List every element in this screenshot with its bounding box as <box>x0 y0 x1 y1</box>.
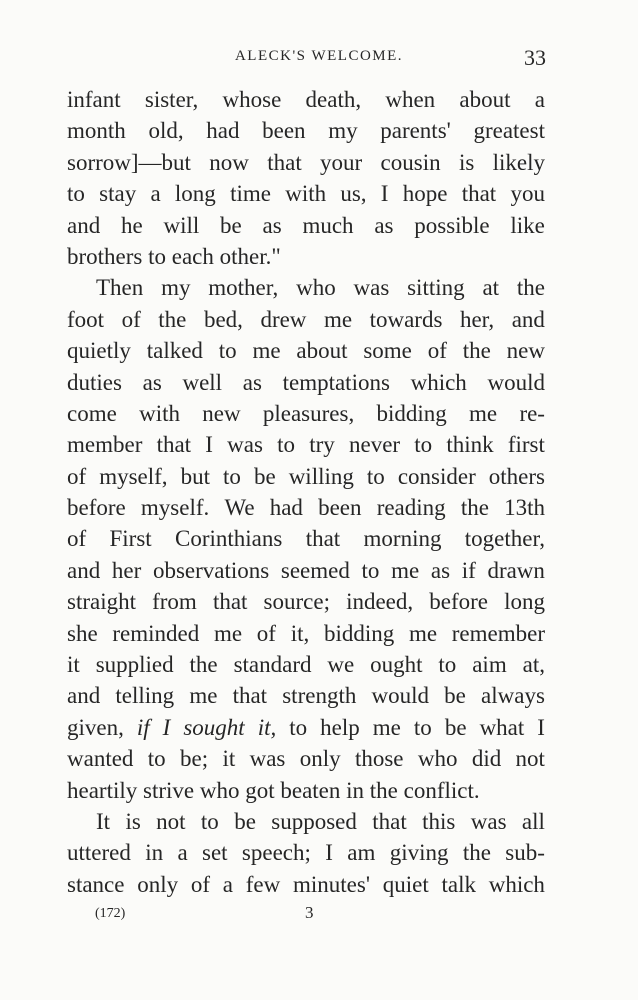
word: it, <box>290 620 310 646</box>
word: I <box>205 432 213 458</box>
word: if <box>461 557 476 583</box>
word: strive <box>143 777 200 803</box>
word: mother, <box>208 275 279 301</box>
word: foot <box>67 306 105 332</box>
word: temptations <box>282 369 390 395</box>
word: as <box>242 369 262 395</box>
word: uttered <box>67 840 131 866</box>
word: willing <box>288 463 354 489</box>
word: speech; <box>241 840 311 866</box>
word: is <box>458 149 475 175</box>
word: me <box>213 620 243 646</box>
word: I <box>537 714 545 740</box>
word: duties <box>67 369 122 395</box>
text-line <box>67 618 545 649</box>
running-title: ALECK'S WELCOME. <box>234 48 404 64</box>
word: aim <box>472 652 507 678</box>
word: help <box>320 714 360 740</box>
word: he <box>120 212 143 238</box>
word: death, <box>305 87 362 112</box>
word: quietly <box>67 338 131 364</box>
word: to <box>277 432 296 458</box>
word: remember <box>451 620 545 646</box>
word: 13th <box>504 495 545 521</box>
word: and <box>67 212 101 238</box>
word: as <box>430 557 451 583</box>
word: drawn <box>487 557 545 583</box>
word: reading <box>376 495 446 521</box>
word: my <box>161 275 191 301</box>
word: greatest <box>473 118 545 144</box>
word: before <box>429 589 488 615</box>
word: to <box>414 432 433 458</box>
word: me <box>372 714 401 740</box>
word: to <box>361 557 380 583</box>
word: to <box>289 714 308 740</box>
word: supposed <box>271 808 357 834</box>
word: a <box>177 840 188 866</box>
word: others <box>488 463 545 489</box>
word: my <box>328 118 358 144</box>
word: your <box>320 149 363 175</box>
word: would <box>487 369 545 395</box>
text-line <box>67 837 545 868</box>
word: myself. <box>140 495 210 521</box>
word: cousin <box>380 149 441 175</box>
word: of <box>67 463 87 489</box>
word: who <box>296 275 336 301</box>
word: would <box>371 683 429 709</box>
word: hope <box>402 181 448 207</box>
text-line <box>67 775 545 806</box>
text-line <box>67 743 545 774</box>
word: of <box>256 620 276 646</box>
text-line <box>67 492 545 523</box>
word: giving <box>389 840 449 866</box>
word: is <box>125 808 141 834</box>
word: to <box>413 714 432 740</box>
word: but <box>180 463 210 489</box>
word: bidding <box>323 620 395 646</box>
word: not <box>515 746 545 772</box>
word: talk <box>441 871 476 897</box>
word: of <box>67 526 87 552</box>
word: think <box>446 432 494 458</box>
word: sorrow]—but <box>67 149 191 175</box>
word: was <box>249 746 286 772</box>
word: straight <box>67 589 136 615</box>
word: got <box>245 777 281 803</box>
word: was <box>227 432 263 458</box>
word: in <box>346 777 370 803</box>
word: indeed, <box>346 589 414 615</box>
text-line <box>67 367 545 398</box>
word: about <box>459 87 511 112</box>
word: been <box>262 118 306 144</box>
text-line <box>67 461 545 492</box>
word: me <box>323 306 353 332</box>
word: few <box>245 871 281 897</box>
word: that <box>212 589 248 615</box>
word: be <box>220 212 242 238</box>
word: that <box>461 181 497 207</box>
word: to <box>200 808 219 834</box>
word: drew <box>260 306 307 332</box>
text-line <box>67 429 545 460</box>
word: that <box>372 808 407 834</box>
word: long <box>174 181 216 207</box>
word: seemed <box>280 557 350 583</box>
word: to <box>67 181 85 207</box>
word: in <box>145 840 164 866</box>
word: brothers <box>67 243 149 269</box>
word: at, <box>522 652 545 678</box>
word: it <box>67 652 80 678</box>
word: now <box>209 149 249 175</box>
word: month <box>67 118 126 144</box>
word: sub- <box>505 840 545 866</box>
word: before <box>67 495 126 521</box>
word: I <box>162 714 171 740</box>
word: who <box>417 746 458 772</box>
word: reminded <box>112 620 200 646</box>
text-line <box>67 178 545 209</box>
text-line <box>67 241 545 272</box>
word: about <box>296 338 348 364</box>
word: to <box>223 463 241 489</box>
word: likely <box>492 149 545 175</box>
signature-mark: 3 <box>305 903 314 922</box>
word: a <box>222 871 233 897</box>
word: from <box>152 589 197 615</box>
body-text <box>67 84 545 900</box>
word: us, <box>340 181 367 207</box>
word: to <box>147 746 166 772</box>
word: re- <box>519 400 545 426</box>
word: Then <box>96 275 144 301</box>
word: the <box>462 840 491 866</box>
word: all <box>521 808 545 834</box>
text-line <box>67 649 545 680</box>
word: and <box>67 683 101 709</box>
word: pleasures, <box>262 400 355 426</box>
word: set <box>202 840 228 866</box>
word: only <box>137 871 179 897</box>
word: long <box>504 589 545 615</box>
word: at <box>482 275 500 301</box>
word: to <box>438 652 457 678</box>
word: each <box>171 243 220 269</box>
word: stay <box>99 181 137 207</box>
word: you <box>510 181 545 207</box>
word: her, <box>459 306 495 332</box>
word: We <box>224 495 255 521</box>
word: the <box>189 652 218 678</box>
word: the <box>158 306 187 332</box>
word: be <box>234 808 256 834</box>
word: to <box>148 243 172 269</box>
text-line <box>67 147 545 178</box>
word: of <box>427 338 447 364</box>
word: ought <box>370 652 423 678</box>
text-line <box>67 272 545 303</box>
word: I <box>325 840 333 866</box>
word: together, <box>464 526 545 552</box>
word: only <box>299 746 341 772</box>
word: always <box>481 683 545 709</box>
word: telling <box>115 683 175 709</box>
word: consider <box>397 463 476 489</box>
text-line <box>67 335 545 366</box>
word: conflict. <box>403 777 480 803</box>
printer-mark: (172) <box>95 906 126 921</box>
text-line <box>67 84 545 115</box>
word: me <box>252 338 281 364</box>
word: as <box>142 369 162 395</box>
word: to <box>366 463 385 489</box>
word: supplied <box>95 652 174 678</box>
word: minutes' <box>292 871 370 897</box>
word: had <box>206 118 240 144</box>
word: if <box>136 714 150 740</box>
word: well <box>182 369 223 395</box>
word: heartily <box>67 777 143 803</box>
word: been <box>318 495 362 521</box>
text-line <box>67 869 545 900</box>
word: try <box>309 432 335 458</box>
word: whose <box>222 87 282 112</box>
word: when <box>385 87 436 112</box>
word: we <box>327 652 355 678</box>
word: First <box>109 526 152 552</box>
word: new <box>202 400 241 426</box>
word: that <box>267 149 302 175</box>
page-number: 33 <box>524 45 546 70</box>
word: wanted <box>67 746 134 772</box>
word: sitting <box>407 275 465 301</box>
word: her <box>111 557 142 583</box>
word: first <box>507 432 545 458</box>
word: which <box>410 369 467 395</box>
word: some <box>363 338 412 364</box>
word: given, <box>67 714 124 740</box>
word: she <box>67 620 98 646</box>
word: with <box>285 181 327 207</box>
word: like <box>510 212 545 238</box>
word: possible <box>414 212 490 238</box>
word: talked <box>146 338 203 364</box>
word: this <box>422 808 456 834</box>
word: time <box>230 181 271 207</box>
word: be; <box>180 746 209 772</box>
word: am <box>347 840 376 866</box>
word: the <box>460 495 489 521</box>
word: bed, <box>203 306 243 332</box>
text-line <box>67 806 545 837</box>
text-line <box>67 115 545 146</box>
word: morning <box>363 526 442 552</box>
word: it <box>222 746 236 772</box>
word: to <box>218 338 237 364</box>
word: quiet <box>382 871 429 897</box>
word: a <box>534 87 545 112</box>
text-line <box>67 210 545 241</box>
word: me <box>189 683 218 709</box>
word: never <box>348 432 401 458</box>
word: Corinthians <box>175 526 283 552</box>
word: that <box>156 432 192 458</box>
word: me <box>408 620 438 646</box>
word: much <box>302 212 354 238</box>
word: that <box>305 526 341 552</box>
word: observations <box>152 557 270 583</box>
word: new <box>506 338 545 364</box>
word: infant <box>67 87 121 112</box>
word: what <box>479 714 525 740</box>
text-line <box>67 586 545 617</box>
word: sister, <box>144 87 199 112</box>
word: parents' <box>380 118 451 144</box>
word: beaten <box>280 777 347 803</box>
word: will <box>163 212 200 238</box>
word: old, <box>148 118 184 144</box>
word: strength <box>282 683 357 709</box>
word: it, <box>257 714 277 740</box>
word: of <box>190 871 211 897</box>
word: not <box>156 808 186 834</box>
word: the <box>516 275 545 301</box>
text-line <box>67 523 545 554</box>
word: be <box>253 463 276 489</box>
word: as <box>374 212 394 238</box>
word: the <box>462 338 491 364</box>
text-line <box>67 712 545 743</box>
word: a <box>150 181 161 207</box>
word: It <box>96 808 111 834</box>
text-line <box>67 398 545 429</box>
word: had <box>269 495 303 521</box>
word: stance <box>67 871 125 897</box>
word: that <box>232 683 268 709</box>
word: be <box>444 714 467 740</box>
text-line <box>67 680 545 711</box>
text-line <box>67 555 545 586</box>
word: member <box>67 432 143 458</box>
word: be <box>444 683 466 709</box>
word: other." <box>219 243 281 269</box>
word: with <box>139 400 180 426</box>
word: towards <box>369 306 443 332</box>
word: come <box>67 400 117 426</box>
word: bidding <box>376 400 447 426</box>
word: the <box>369 777 404 803</box>
word: and <box>511 306 545 332</box>
word: me <box>391 557 420 583</box>
text-line <box>67 304 545 335</box>
word: which <box>488 871 545 897</box>
word: was <box>470 808 507 834</box>
word: who <box>199 777 246 803</box>
word: me <box>469 400 498 426</box>
word: myself, <box>99 463 168 489</box>
word: of <box>121 306 141 332</box>
word: was <box>353 275 390 301</box>
word: did <box>471 746 502 772</box>
word: as <box>262 212 282 238</box>
word: sought <box>183 714 245 740</box>
word: standard <box>233 652 312 678</box>
word: and <box>67 557 101 583</box>
word: those <box>354 746 404 772</box>
word: source; <box>263 589 330 615</box>
word: I <box>380 181 389 207</box>
